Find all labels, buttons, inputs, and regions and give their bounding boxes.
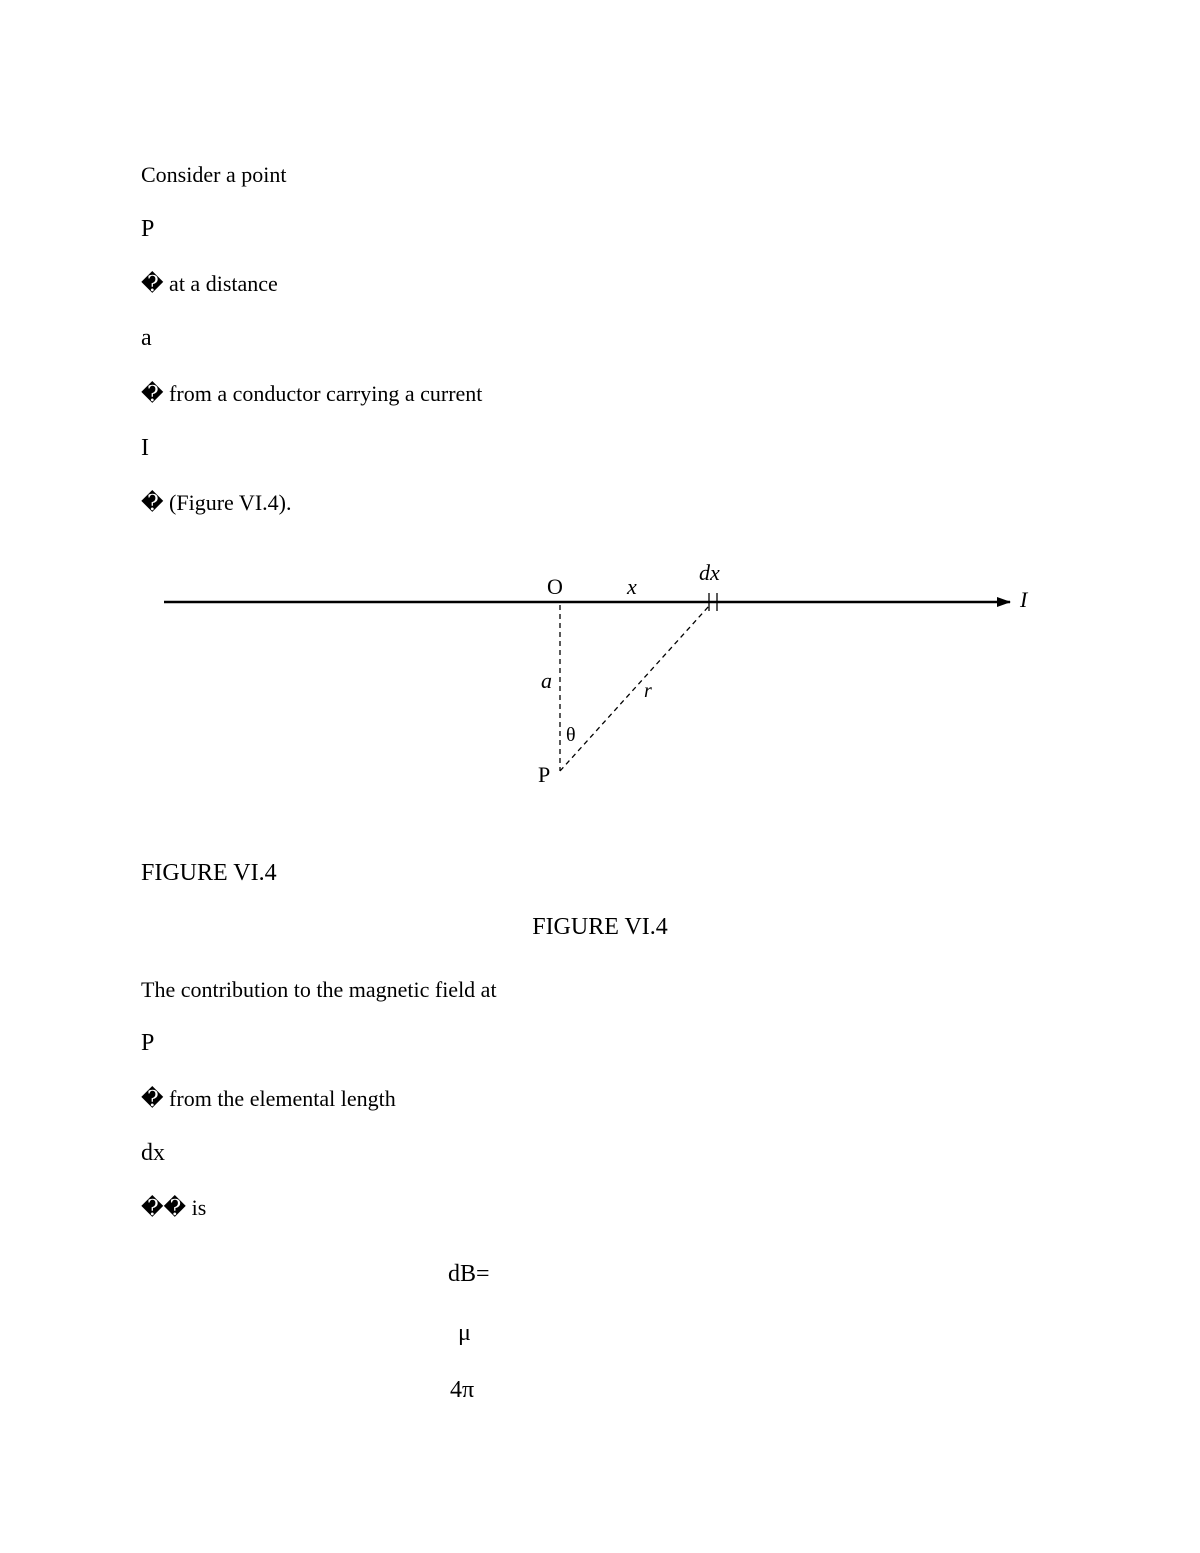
label-dx: dx [699,560,720,585]
figure-heading: FIGURE VI.4 [141,860,277,886]
label-r: r [644,680,652,702]
variable-i: I [141,435,149,461]
text-line: �� is [141,1195,207,1220]
variable-dx: dx [141,1140,165,1166]
label-current: I [1020,587,1028,612]
variable-a: a [141,325,152,351]
figure-diagram [150,555,1040,795]
distance-r [560,606,709,771]
variable-p: P [141,1030,155,1056]
text-line: � (Figure VI.4). [141,490,292,515]
text-line: Consider a point [141,162,287,187]
label-x: x [627,574,637,599]
equation-mu: μ [458,1320,471,1346]
figure-caption: FIGURE VI.4 [532,914,668,940]
text-line: � at a distance [141,271,278,296]
text-line: The contribution to the magnetic field at [141,977,497,1002]
equation-db: dB= [448,1261,490,1287]
label-a: a [541,668,552,693]
text-line: � from the elemental length [141,1086,396,1111]
variable-p: P [141,216,155,242]
equation-4pi: 4π [450,1377,475,1403]
text-line: � from a conductor carrying a current [141,381,483,406]
label-point: P [538,762,551,787]
label-theta: θ [566,724,576,746]
label-origin: O [547,574,563,599]
